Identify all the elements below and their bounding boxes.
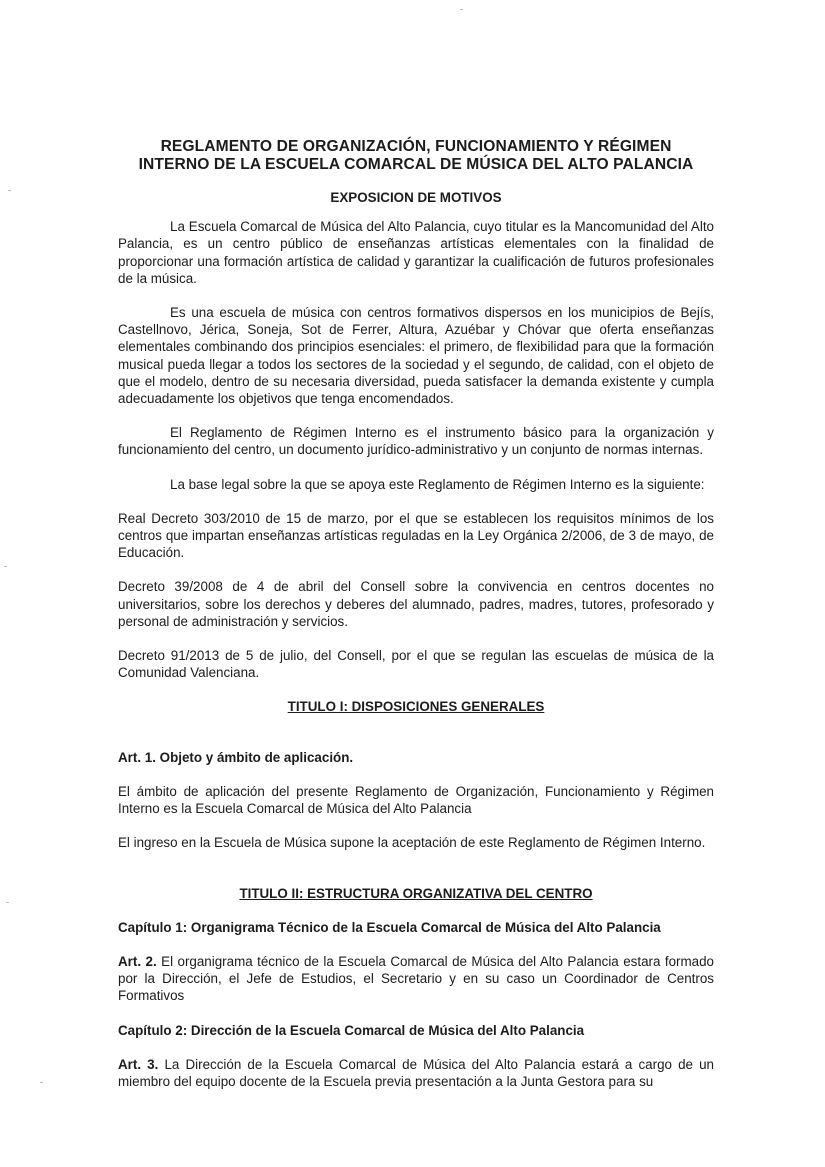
exposicion-heading: EXPOSICION DE MOTIVOS bbox=[330, 190, 502, 205]
paragraph-base-legal: La base legal sobre la que se apoya este Reglamento de Régimen Interno es la siguiente: bbox=[170, 476, 705, 492]
art-3-paragraph bbox=[118, 1056, 714, 1090]
art-3-text: La Dirección de la Escuela Comarcal de Música del Alto Palancia estará a cargo de un miembro del equipo docente de la Escuela previa presentación a la Junta Gestora para su bbox=[118, 1056, 715, 1089]
art-1-heading: Art. 1. Objeto y ámbito de aplicación. bbox=[118, 749, 354, 765]
scan-mark bbox=[460, 9, 463, 10]
paragraph-centros: Es una escuela de música con centros formativos dispersos en los municipios de Bejís, Castellnovo, Jérica, Soneja, Sot de Ferrer, Altura, Azuébar y Chóvar que oferta enseñanzas elementales combinando dos principios esenciales: el primero, de flexibilidad para que la formación musical pueda llegar a todos los sectores de la sociedad y el segundo, de calidad, con el objeto de que el modelo, dentro de su necesaria diversidad, pueda satisfacer la demanda existente y cumpla adecuadamente los objetivos que tenga encomendados. bbox=[118, 305, 714, 407]
paragraph-decreto-91: Decreto 91/2013 de 5 de julio, del Consell, por el que se regulan las escuelas de música de la Comunidad Valenciana. bbox=[118, 648, 714, 681]
capitulo-1-heading: Capítulo 1: Organigrama Técnico de la Escuela Comarcal de Música del Alto Palancia bbox=[118, 919, 661, 935]
capitulo-2-heading: Capítulo 2: Dirección de la Escuela Comarcal de Música del Alto Palancia bbox=[118, 1022, 585, 1038]
scan-mark bbox=[4, 566, 7, 567]
art-2-label: Art. 2. bbox=[118, 953, 157, 969]
scan-mark bbox=[6, 902, 9, 903]
art-1-paragraph-ambito: El ámbito de aplicación del presente Reglamento de Organización, Funcionamiento y Régimen Interno es la Escuela Comarcal de Música del Alto Palancia bbox=[118, 783, 714, 817]
paragraph-reglamento: El Reglamento de Régimen Interno es el instrumento básico para la organización y funcionamiento del centro, un documento jurídico-administrativo y un conjunto de normas internas. bbox=[118, 425, 714, 458]
art-2-paragraph bbox=[118, 953, 714, 1005]
document-title bbox=[118, 138, 714, 174]
paragraph-decreto-39: Decreto 39/2008 de 4 de abril del Consell sobre la convivencia en centros docentes no universitarios, sobre los derechos y deberes del alumnado, padres, madres, tutores, profesorado y personal de administración y servicios. bbox=[118, 579, 714, 629]
art-1-paragraph-ingreso: El ingreso en la Escuela de Música supone la aceptación de este Reglamento de Régimen Interno. bbox=[118, 835, 706, 851]
titulo-1-heading: TITULO I: DISPOSICIONES GENERALES bbox=[287, 699, 545, 715]
art-2-text: El organigrama técnico de la Escuela Comarcal de Música del Alto Palancia estara formado por la Dirección, el Jefe de Estudios, el Secretario y en su caso un Coordinador de Centros Formativos bbox=[118, 953, 714, 1004]
scan-mark bbox=[40, 1082, 43, 1083]
scan-mark bbox=[8, 190, 11, 191]
paragraph-intro: La Escuela Comarcal de Música del Alto Palancia, cuyo titular es la Mancomunidad del Alto Palancia, es un centro público de enseñanzas artísticas elementales con la finalidad de proporcionar una formación artística de calidad y garantizar la cualificación de futuros profesionales de la música. bbox=[118, 219, 714, 286]
document-page bbox=[118, 138, 714, 1107]
title-line-2: INTERNO DE LA ESCUELA COMARCAL DE MÚSICA DEL ALTO PALANCIA bbox=[138, 156, 694, 173]
titulo-2-heading: TITULO II: ESTRUCTURA ORGANIZATIVA DEL CENTRO bbox=[239, 886, 593, 902]
paragraph-real-decreto: Real Decreto 303/2010 de 15 de marzo, por el que se establecen los requisitos mínimos de los centros que impartan enseñanzas artísticas reguladas en la Ley Orgánica 2/2006, de 3 de mayo, de Educación. bbox=[118, 510, 714, 561]
art-3-label: Art. 3. bbox=[118, 1056, 159, 1072]
title-line-1: REGLAMENTO DE ORGANIZACIÓN, FUNCIONAMIENTO Y RÉGIMEN bbox=[160, 138, 672, 155]
